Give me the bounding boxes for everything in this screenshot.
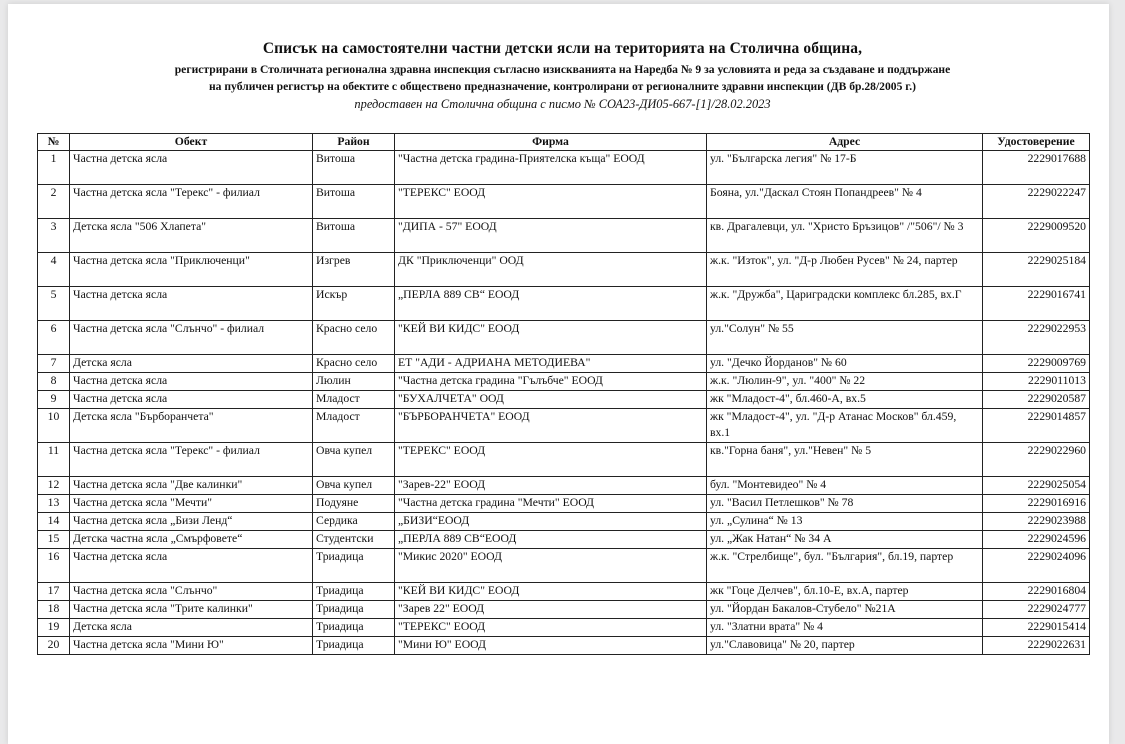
table-row — [38, 495, 1090, 513]
row-certificate: 2229015414 — [983, 619, 1090, 637]
table-row — [38, 549, 1090, 583]
row-certificate: 2229024596 — [983, 531, 1090, 549]
row-object: Частна детска ясла "Терекс" - филиал — [70, 443, 313, 477]
row-address: Бояна, ул."Даскал Стоян Попандреев" № 4 — [707, 185, 983, 219]
row-district: Люлин — [313, 373, 395, 391]
table-row — [38, 443, 1090, 477]
row-number: 1 — [38, 151, 70, 185]
row-company: "Зарев-22" ЕООД — [395, 477, 707, 495]
row-object: Детска частна ясла „Смърфовете“ — [70, 531, 313, 549]
row-address: жк "Младост-4", ул. "Д-р Атанас Москов" бл.459, вх.1 — [707, 409, 983, 443]
row-number: 20 — [38, 637, 70, 655]
row-district: Витоша — [313, 219, 395, 253]
table-header-row — [38, 134, 1090, 151]
document-subtitle-line-2: на публичен регистър на обектите с обществено предназначение, контролирани от регионалните здравни инспекции (ДВ бр.28/2005 г.) — [209, 80, 916, 93]
row-certificate: 2229009769 — [983, 355, 1090, 373]
header-number: № — [38, 134, 70, 151]
row-district: Триадица — [313, 637, 395, 655]
document-subtitle-line-1: регистрирани в Столичната регионална здравна инспекция съгласно изискванията на Наредба № 9 за условията и реда за създаване и поддържане — [174, 63, 951, 76]
table-row — [38, 287, 1090, 321]
row-address: ул. „Сулина“ № 13 — [707, 513, 983, 531]
row-certificate: 2229016916 — [983, 495, 1090, 513]
row-object: Детска ясла — [70, 619, 313, 637]
row-company: ДК "Приключенци" ООД — [395, 253, 707, 287]
row-address: жк "Младост-4", бл.460-А, вх.5 — [707, 391, 983, 409]
row-certificate: 2229022631 — [983, 637, 1090, 655]
row-district: Красно село — [313, 321, 395, 355]
row-company: "КЕЙ ВИ КИДС" ЕООД — [395, 321, 707, 355]
row-certificate: 2229016741 — [983, 287, 1090, 321]
row-district: Триадица — [313, 601, 395, 619]
row-number: 5 — [38, 287, 70, 321]
row-company: „ПЕРЛА 889 СВ“ЕООД — [395, 531, 707, 549]
row-company: "БЪРБОРАНЧЕТА" ЕООД — [395, 409, 707, 443]
row-number: 8 — [38, 373, 70, 391]
nurseries-table — [37, 133, 1090, 655]
row-company: "Мини Ю" ЕООД — [395, 637, 707, 655]
row-address: ул. "Йордан Бакалов-Стубело" №21А — [707, 601, 983, 619]
row-address: ул. "Българска легия" № 17-Б — [707, 151, 983, 185]
row-object: Частна детска ясла — [70, 287, 313, 321]
row-certificate: 2229022953 — [983, 321, 1090, 355]
table-row — [38, 373, 1090, 391]
row-company: "Частна детска градина "Мечти" ЕООД — [395, 495, 707, 513]
table-row — [38, 219, 1090, 253]
row-number: 15 — [38, 531, 70, 549]
header-object: Обект — [70, 134, 313, 151]
row-number: 9 — [38, 391, 70, 409]
row-address: ж.к. "Люлин-9", ул. "400" № 22 — [707, 373, 983, 391]
row-number: 6 — [38, 321, 70, 355]
row-object: Частна детска ясла — [70, 151, 313, 185]
table-row — [38, 513, 1090, 531]
row-company: "КЕЙ ВИ КИДС" ЕООД — [395, 583, 707, 601]
row-number: 13 — [38, 495, 70, 513]
row-district: Триадица — [313, 549, 395, 583]
row-company: "Зарев 22" ЕООД — [395, 601, 707, 619]
row-address: ул. „Жак Натан“ № 34 А — [707, 531, 983, 549]
row-address: кв. Драгалевци, ул. "Христо Бръзицов" /"506"/ № 3 — [707, 219, 983, 253]
row-number: 16 — [38, 549, 70, 583]
table-row — [38, 619, 1090, 637]
row-number: 7 — [38, 355, 70, 373]
row-object: Частна детска ясла — [70, 391, 313, 409]
row-object: Частна детска ясла "Мечти" — [70, 495, 313, 513]
row-certificate: 2229014857 — [983, 409, 1090, 443]
row-object: Детска ясла — [70, 355, 313, 373]
row-address: бул. "Монтевидео" № 4 — [707, 477, 983, 495]
row-certificate: 2229016804 — [983, 583, 1090, 601]
row-address: ул. "Дечко Йорданов" № 60 — [707, 355, 983, 373]
row-object: Детска ясла "506 Хлапета" — [70, 219, 313, 253]
row-number: 11 — [38, 443, 70, 477]
header-certificate: Удостоверение — [983, 134, 1090, 151]
row-district: Витоша — [313, 185, 395, 219]
row-district: Изгрев — [313, 253, 395, 287]
row-company: ЕТ "АДИ - АДРИАНА МЕТОДИЕВА" — [395, 355, 707, 373]
row-address: ул."Славовица" № 20, партер — [707, 637, 983, 655]
row-object: Частна детска ясла "Приключенци" — [70, 253, 313, 287]
row-district: Триадица — [313, 619, 395, 637]
row-district: Овча купел — [313, 477, 395, 495]
row-certificate: 2229025054 — [983, 477, 1090, 495]
row-district: Витоша — [313, 151, 395, 185]
row-address: жк "Гоце Делчев", бл.10-Е, вх.А, партер — [707, 583, 983, 601]
row-object: Детска ясла "Бърборанчета" — [70, 409, 313, 443]
row-object: Частна детска ясла „Бизи Ленд“ — [70, 513, 313, 531]
table-row — [38, 355, 1090, 373]
row-certificate: 2229024096 — [983, 549, 1090, 583]
row-company: "Частна детска градина-Приятелска къща" ЕООД — [395, 151, 707, 185]
row-company: „ПЕРЛА 889 СВ“ ЕООД — [395, 287, 707, 321]
row-object: Частна детска ясла "Мини Ю" — [70, 637, 313, 655]
header-district: Район — [313, 134, 395, 151]
row-address: ул."Солун" № 55 — [707, 321, 983, 355]
row-company: "БУХАЛЧЕТА" ООД — [395, 391, 707, 409]
row-address: ж.к. "Стрелбище", бул. "България", бл.19, партер — [707, 549, 983, 583]
row-number: 2 — [38, 185, 70, 219]
row-object: Частна детска ясла "Терекс" - филиал — [70, 185, 313, 219]
table-row — [38, 321, 1090, 355]
row-certificate: 2229017688 — [983, 151, 1090, 185]
table-row — [38, 391, 1090, 409]
row-number: 10 — [38, 409, 70, 443]
row-certificate: 2229025184 — [983, 253, 1090, 287]
row-object: Частна детска ясла "Слънчо" — [70, 583, 313, 601]
row-company: "Микис 2020" ЕООД — [395, 549, 707, 583]
row-certificate: 2229011013 — [983, 373, 1090, 391]
table-row — [38, 583, 1090, 601]
row-number: 17 — [38, 583, 70, 601]
row-district: Овча купел — [313, 443, 395, 477]
row-company: "ТЕРЕКС" ЕООД — [395, 185, 707, 219]
row-address: кв."Горна баня", ул."Невен" № 5 — [707, 443, 983, 477]
row-company: "Частна детска градина "Гълъбче" ЕООД — [395, 373, 707, 391]
row-certificate: 2229009520 — [983, 219, 1090, 253]
row-company: "ТЕРЕКС" ЕООД — [395, 443, 707, 477]
header-address: Адрес — [707, 134, 983, 151]
table-row — [38, 253, 1090, 287]
table-body — [38, 151, 1090, 655]
table-row — [38, 531, 1090, 549]
row-district: Младост — [313, 391, 395, 409]
row-district: Искър — [313, 287, 395, 321]
row-number: 4 — [38, 253, 70, 287]
row-company: "ДИПА - 57" ЕООД — [395, 219, 707, 253]
table-row — [38, 185, 1090, 219]
row-address: ул. "Васил Петлешков" № 78 — [707, 495, 983, 513]
row-certificate: 2229022247 — [983, 185, 1090, 219]
row-company: „БИЗИ“ЕООД — [395, 513, 707, 531]
row-number: 18 — [38, 601, 70, 619]
row-number: 19 — [38, 619, 70, 637]
row-object: Частна детска ясла "Трите калинки" — [70, 601, 313, 619]
table-row — [38, 477, 1090, 495]
header-company: Фирма — [395, 134, 707, 151]
row-district: Подуяне — [313, 495, 395, 513]
row-number: 14 — [38, 513, 70, 531]
row-address: ж.к. "Изток", ул. "Д-р Любен Русев" № 24, партер — [707, 253, 983, 287]
table-row — [38, 409, 1090, 443]
row-district: Студентски — [313, 531, 395, 549]
row-certificate: 2229020587 — [983, 391, 1090, 409]
row-certificate: 2229022960 — [983, 443, 1090, 477]
row-object: Частна детска ясла — [70, 373, 313, 391]
row-object: Частна детска ясла "Слънчо" - филиал — [70, 321, 313, 355]
row-object: Частна детска ясла — [70, 549, 313, 583]
row-district: Красно село — [313, 355, 395, 373]
row-district: Триадица — [313, 583, 395, 601]
row-number: 12 — [38, 477, 70, 495]
document-source-note: предоставен на Столична община с писмо № СОА23-ДИ05-667-[1]/28.02.2023 — [354, 97, 771, 111]
document-title: Списък на самостоятелни частни детски ясли на територията на Столична община, — [262, 40, 863, 57]
row-certificate: 2229023988 — [983, 513, 1090, 531]
row-district: Младост — [313, 409, 395, 443]
row-number: 3 — [38, 219, 70, 253]
table-row — [38, 151, 1090, 185]
row-company: "ТЕРЕКС" ЕООД — [395, 619, 707, 637]
row-address: ул. "Златни врата" № 4 — [707, 619, 983, 637]
row-certificate: 2229024777 — [983, 601, 1090, 619]
row-object: Частна детска ясла "Две калинки" — [70, 477, 313, 495]
table-row — [38, 601, 1090, 619]
row-district: Сердика — [313, 513, 395, 531]
table-row — [38, 637, 1090, 655]
row-address: ж.к. "Дружба", Цариградски комплекс бл.285, вх.Г — [707, 287, 983, 321]
